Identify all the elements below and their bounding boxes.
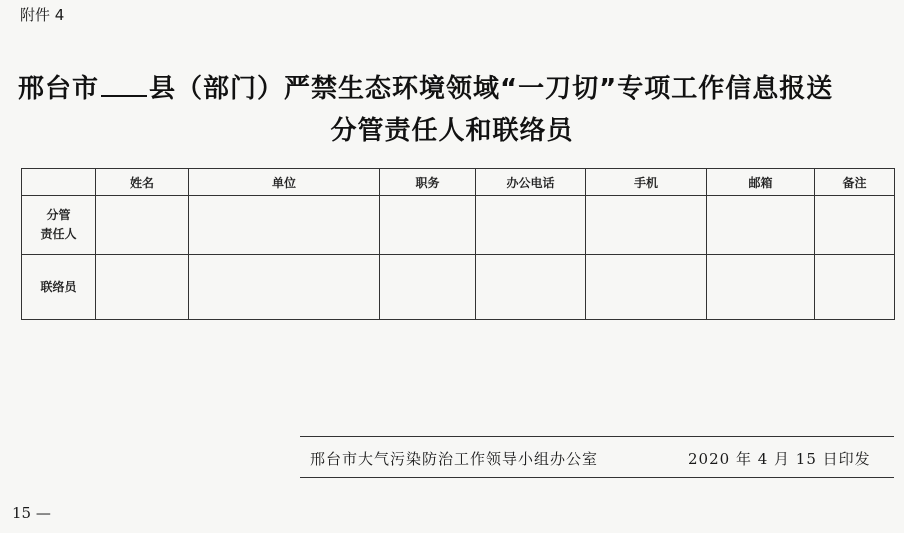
header-cell-position: 职务 — [380, 169, 476, 196]
table-cell — [380, 255, 476, 320]
table-cell — [189, 196, 380, 255]
header-cell-remarks: 备注 — [815, 169, 895, 196]
table-cell — [815, 255, 895, 320]
row-label-line1: 联络员 — [40, 279, 77, 294]
issuing-organization: 邢台市大气污染防治工作领导小组办公室 — [310, 450, 599, 468]
table-row-responsible-person — [22, 196, 895, 255]
footer-divider-bottom — [300, 477, 894, 478]
table-cell — [189, 255, 380, 320]
table-cell — [586, 255, 707, 320]
title-city: 邢台市 — [18, 74, 100, 104]
table-cell — [707, 196, 815, 255]
document-title-line1 — [18, 68, 904, 105]
table-header-row — [22, 169, 895, 196]
document-title-line2: 分管责任人和联络员 — [330, 116, 574, 146]
title-blank-field — [101, 75, 147, 97]
row-label-liaison — [22, 255, 96, 320]
table-cell — [380, 196, 476, 255]
header-cell-office-phone: 办公电话 — [476, 169, 586, 196]
header-cell-mobile: 手机 — [586, 169, 707, 196]
row-label-responsible-person — [22, 196, 96, 255]
attachment-label: 附件 4 — [20, 6, 65, 24]
contact-table — [21, 168, 895, 320]
header-cell-empty — [22, 169, 96, 196]
page-number: 15 — — [12, 504, 51, 522]
table-cell — [476, 255, 586, 320]
title-rest: 县（部门）严禁生态环境领域“一刀切”专项工作信息报送 — [149, 74, 834, 104]
row-label-line2: 责任人 — [40, 227, 77, 241]
row-label-line1: 分管 — [46, 208, 71, 222]
footer-divider-top — [300, 436, 894, 437]
header-cell-name: 姓名 — [96, 169, 189, 196]
table-cell — [96, 196, 189, 255]
table-cell — [96, 255, 189, 320]
table-cell — [707, 255, 815, 320]
table-row-liaison — [22, 255, 895, 320]
table-cell — [586, 196, 707, 255]
header-cell-unit: 单位 — [189, 169, 380, 196]
header-cell-email: 邮箱 — [707, 169, 815, 196]
table-cell — [815, 196, 895, 255]
issue-date: 2020 年 4 月 15 日印发 — [688, 450, 871, 468]
table-cell — [476, 196, 586, 255]
